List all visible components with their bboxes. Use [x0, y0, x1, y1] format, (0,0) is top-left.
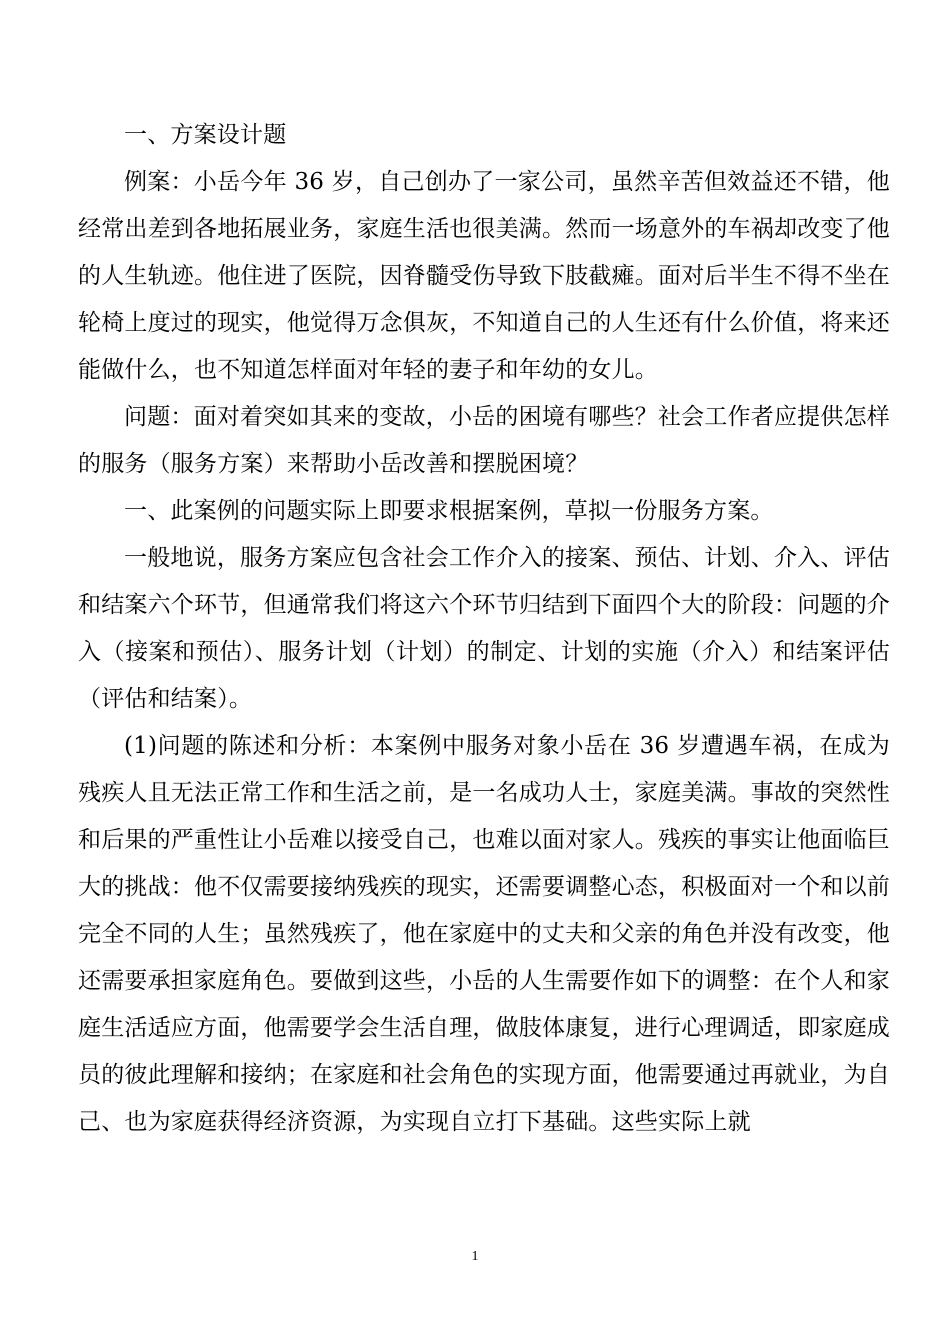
section-heading: 一、方案设计题: [124, 122, 287, 148]
service-plan-paragraph: 一般地说，服务方案应包含社会工作介入的接案、预估、计划、介入、评估和结案六个环节，但通常我们将这六个环节归结到下面四个大的阶段：问题的介入（接案和预估）、服务计划（计划）的制定、计划的实施（介入）和结案评估（评估和结案）。: [78, 545, 890, 712]
page-number: 1: [471, 1249, 479, 1264]
question-paragraph: 问题：面对着突如其来的变故，小岳的困境有哪些？社会工作者应提供怎样的服务（服务方案）来帮助小岳改善和摆脱困境？: [78, 404, 890, 477]
problem-analysis-paragraph: (1)问题的陈述和分析：本案例中服务对象小岳在 36 岁遭遇车祸，在成为残疾人且无法正常工作和生活之前，是一名成功人士，家庭美满。事故的突然性和后果的严重性让小岳难以接受自己，也难以面对家人。残疾的事实让他面临巨大的挑战：他不仅需要接纳残疾的现实，还需要调整心态，积极面对一个和以前完全不同的人生；虽然残疾了，他在家庭中的丈夫和父亲的角色并没有改变，他还需要承担家庭角色。要做到这些，小岳的人生需要作如下的调整：在个人和家庭生活适应方面，他需要学会生活自理，做肢体康复，进行心理调适，即家庭成员的彼此理解和接纳；在家庭和社会角色的实现方面，他需要通过再就业，为自己、也为家庭获得经济资源，为实现自立打下基础。这些实际上就: [78, 733, 890, 1135]
document-body: [78, 112, 890, 1146]
answer-intro-paragraph: 一、此案例的问题实际上即要求根据案例，草拟一份服务方案。: [124, 498, 774, 524]
case-paragraph: 例案：小岳今年 36 岁，自己创办了一家公司，虽然辛苦但效益还不错，他经常出差到各地拓展业务，家庭生活也很美满。然而一场意外的车祸却改变了他的人生轨迹。他住进了医院，因脊髓受伤导致下肢截瘫。面对后半生不得不坐在轮椅上度过的现实，他觉得万念俱灰，不知道自己的人生还有什么价值，将来还能做什么，也不知道怎样面对年轻的妻子和年幼的女儿。: [78, 169, 890, 383]
